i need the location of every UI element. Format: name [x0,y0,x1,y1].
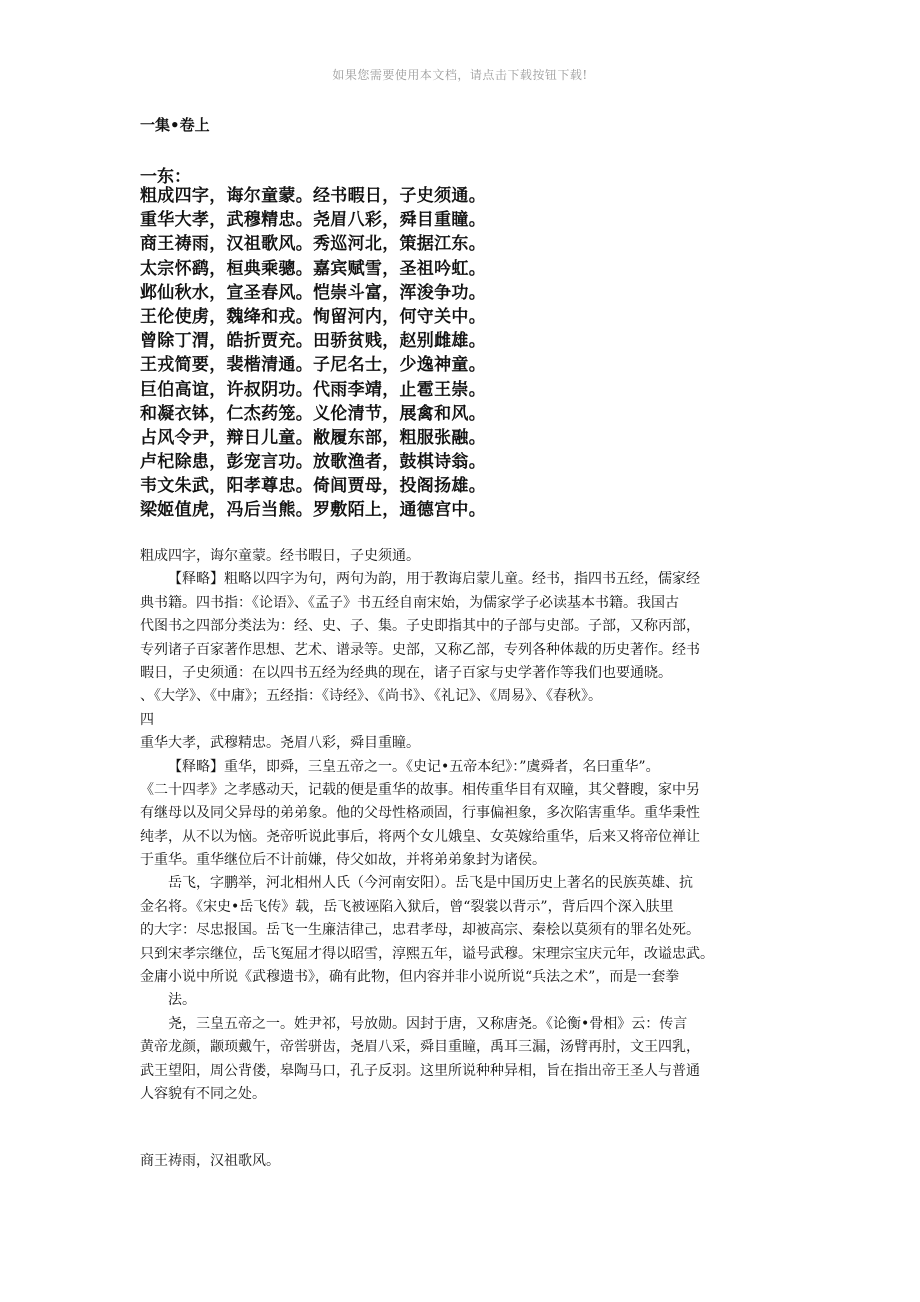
download-notice: 如果您需要使用本文档，请点击下载按钮下载! [332,68,588,82]
poem-block [140,184,486,523]
poem-line: 和凝衣钵，仁杰药笼。义伦清节，展禽和风。 [140,403,486,424]
commentary-line: 有继母以及同父异母的弟弟象。他的父母性格顽固，行事偏袒象，多次陷害重华。重华秉性 [140,805,700,822]
commentary-line: 人容貌有不同之处。 [140,1085,266,1102]
poem-line: 邺仙秋水，宣圣春风。恺崇斗富，浑浚争功。 [140,282,486,303]
commentary-line: 金庸小说中所说《武穆遗书》，确有此物，但内容并非小说所说“兵法之术”，而是一套拳 [140,969,680,986]
poem-line: 梁姬值虎，冯后当熊。罗敷陌上，通德宫中。 [140,500,486,521]
commentary-line: 【释略】粗略以四字为句，两句为韵，用于教诲启蒙儿童。经书，指四书五经，儒家经 [168,571,700,588]
commentary-line: 【释略】重华，即舜，三皇五帝之一。《史记•五帝本纪》：”虞舜者，名曰重华”。 [168,758,660,775]
poem-line: 曾除丁渭，皓折贾充。田骄贫贱，赵别雌雄。 [140,331,486,352]
next-verse-block [140,1150,780,1173]
poem-line: 巨伯高谊，许叔阴功。代雨李靖，止雹王崇。 [140,379,486,400]
commentary-line: 于重华。重华继位后不计前嫌，侍父如故，并将弟弟象封为诸侯。 [140,852,546,869]
poem-line: 王戎简要，裴楷清通。子尼名士，少逸神童。 [140,355,486,376]
verse-line: 重华大孝，武穆精忠。尧眉八彩，舜目重瞳。 [140,735,420,752]
poem-line: 商王祷雨，汉祖歌风。秀巡河北，策据江东。 [140,234,486,255]
commentary-line: 的大字：尽忠报国。岳飞一生廉洁律己，忠君孝母，却被高宗、秦桧以莫须有的罪名处死。 [140,922,700,939]
poem-line: 占风令尹，辩日儿童。敝履东部，粗服张融。 [140,427,486,448]
section-heading: 一东： [140,167,191,187]
poem-line: 韦文朱武，阳孝尊忠。倚闾贾母，投阁扬雄。 [140,476,486,497]
poem-line: 粗成四字，诲尔童蒙。经书暇日，子史须通。 [140,186,486,206]
commentary-line: 黄帝龙颜，颛顼戴午，帝喾骈齿，尧眉八采，舜目重瞳，禹耳三漏，汤臂再肘，文王四乳， [140,1039,700,1056]
poem-line: 重华大孝，武穆精忠。尧眉八彩，舜目重瞳。 [140,210,486,231]
commentary-line: 法。 [168,992,196,1009]
commentary-line: 暇日，子史须通：在以四书五经为经典的现在，诸子百家与史学著作等我们也要通晓。 [140,664,672,681]
poem-line: 王伦使虏，魏绛和戎。恂留河内，何守关中。 [140,306,486,327]
commentary-line: 岳飞，字鹏举，河北相州人氏（今河南安阳）。岳飞是中国历史上著名的民族英雄、抗 [168,875,693,892]
commentary-line: 四 [140,711,154,728]
commentary-line: 典书籍。四书指：《论语》、《孟子》书五经自南宋始，为儒家学子必读基本书籍。我国古 [140,594,679,611]
commentary-line: 专列诸子百家著作思想、艺术、谱录等。史部，又称乙部，专列各种体裁的历史著作。经书 [140,641,700,658]
commentary-line: 、《大学》、《中庸》；五经指：《诗经》、《尚书》、《礼记》、《周易》、《春秋》。 [140,688,602,705]
verse-line: 粗成四字，诲尔童蒙。经书暇日，子史须通。 [140,548,420,564]
commentary-line: 纯孝，从不以为恼。尧帝听说此事后，将两个女儿娥皇、女英嫁给重华，后来又将帝位禅让 [140,828,700,845]
poem-line: 卢杞除患，彭宠言功。放歌渔者，鼓棋诗翁。 [140,452,486,473]
poem-line: 太宗怀鹞，桓典乘骢。嘉宾赋雪，圣祖吟虹。 [140,258,486,279]
commentary-line: 《二十四孝》之孝感动天，记载的便是重华的故事。相传重华目有双瞳，其父瞽瞍，家中另 [140,781,700,798]
commentary-line: 武王望阳，周公背偻，皋陶马口，孔子反羽。这里所说种种异相，旨在指出帝王圣人与普通 [140,1062,700,1079]
commentary-line: 金名将。《宋史•岳飞传》载，岳飞被诬陷入狱后，曾“裂裳以背示”，背后四个深入肤里 [140,898,674,915]
commentary-line: 代图书之四部分类法为：经、史、子、集。子史即指其中的子部与史部。子部，又称丙部， [140,618,700,635]
volume-title: 一集•卷上 [140,116,210,134]
verse-line: 商王祷雨，汉祖歌风。 [140,1153,280,1169]
commentary-line: 尧，三皇五帝之一。姓尹祁，号放勋。因封于唐，又称唐尧。《论衡•骨相》云：传言 [168,1015,688,1032]
commentary-line: 只到宋孝宗继位，岳飞冤屈才得以昭雪，淳熙五年，谥号武穆。宋理宗宝庆元年，改谥忠武。 [140,945,714,962]
commentary-block [140,545,780,1106]
